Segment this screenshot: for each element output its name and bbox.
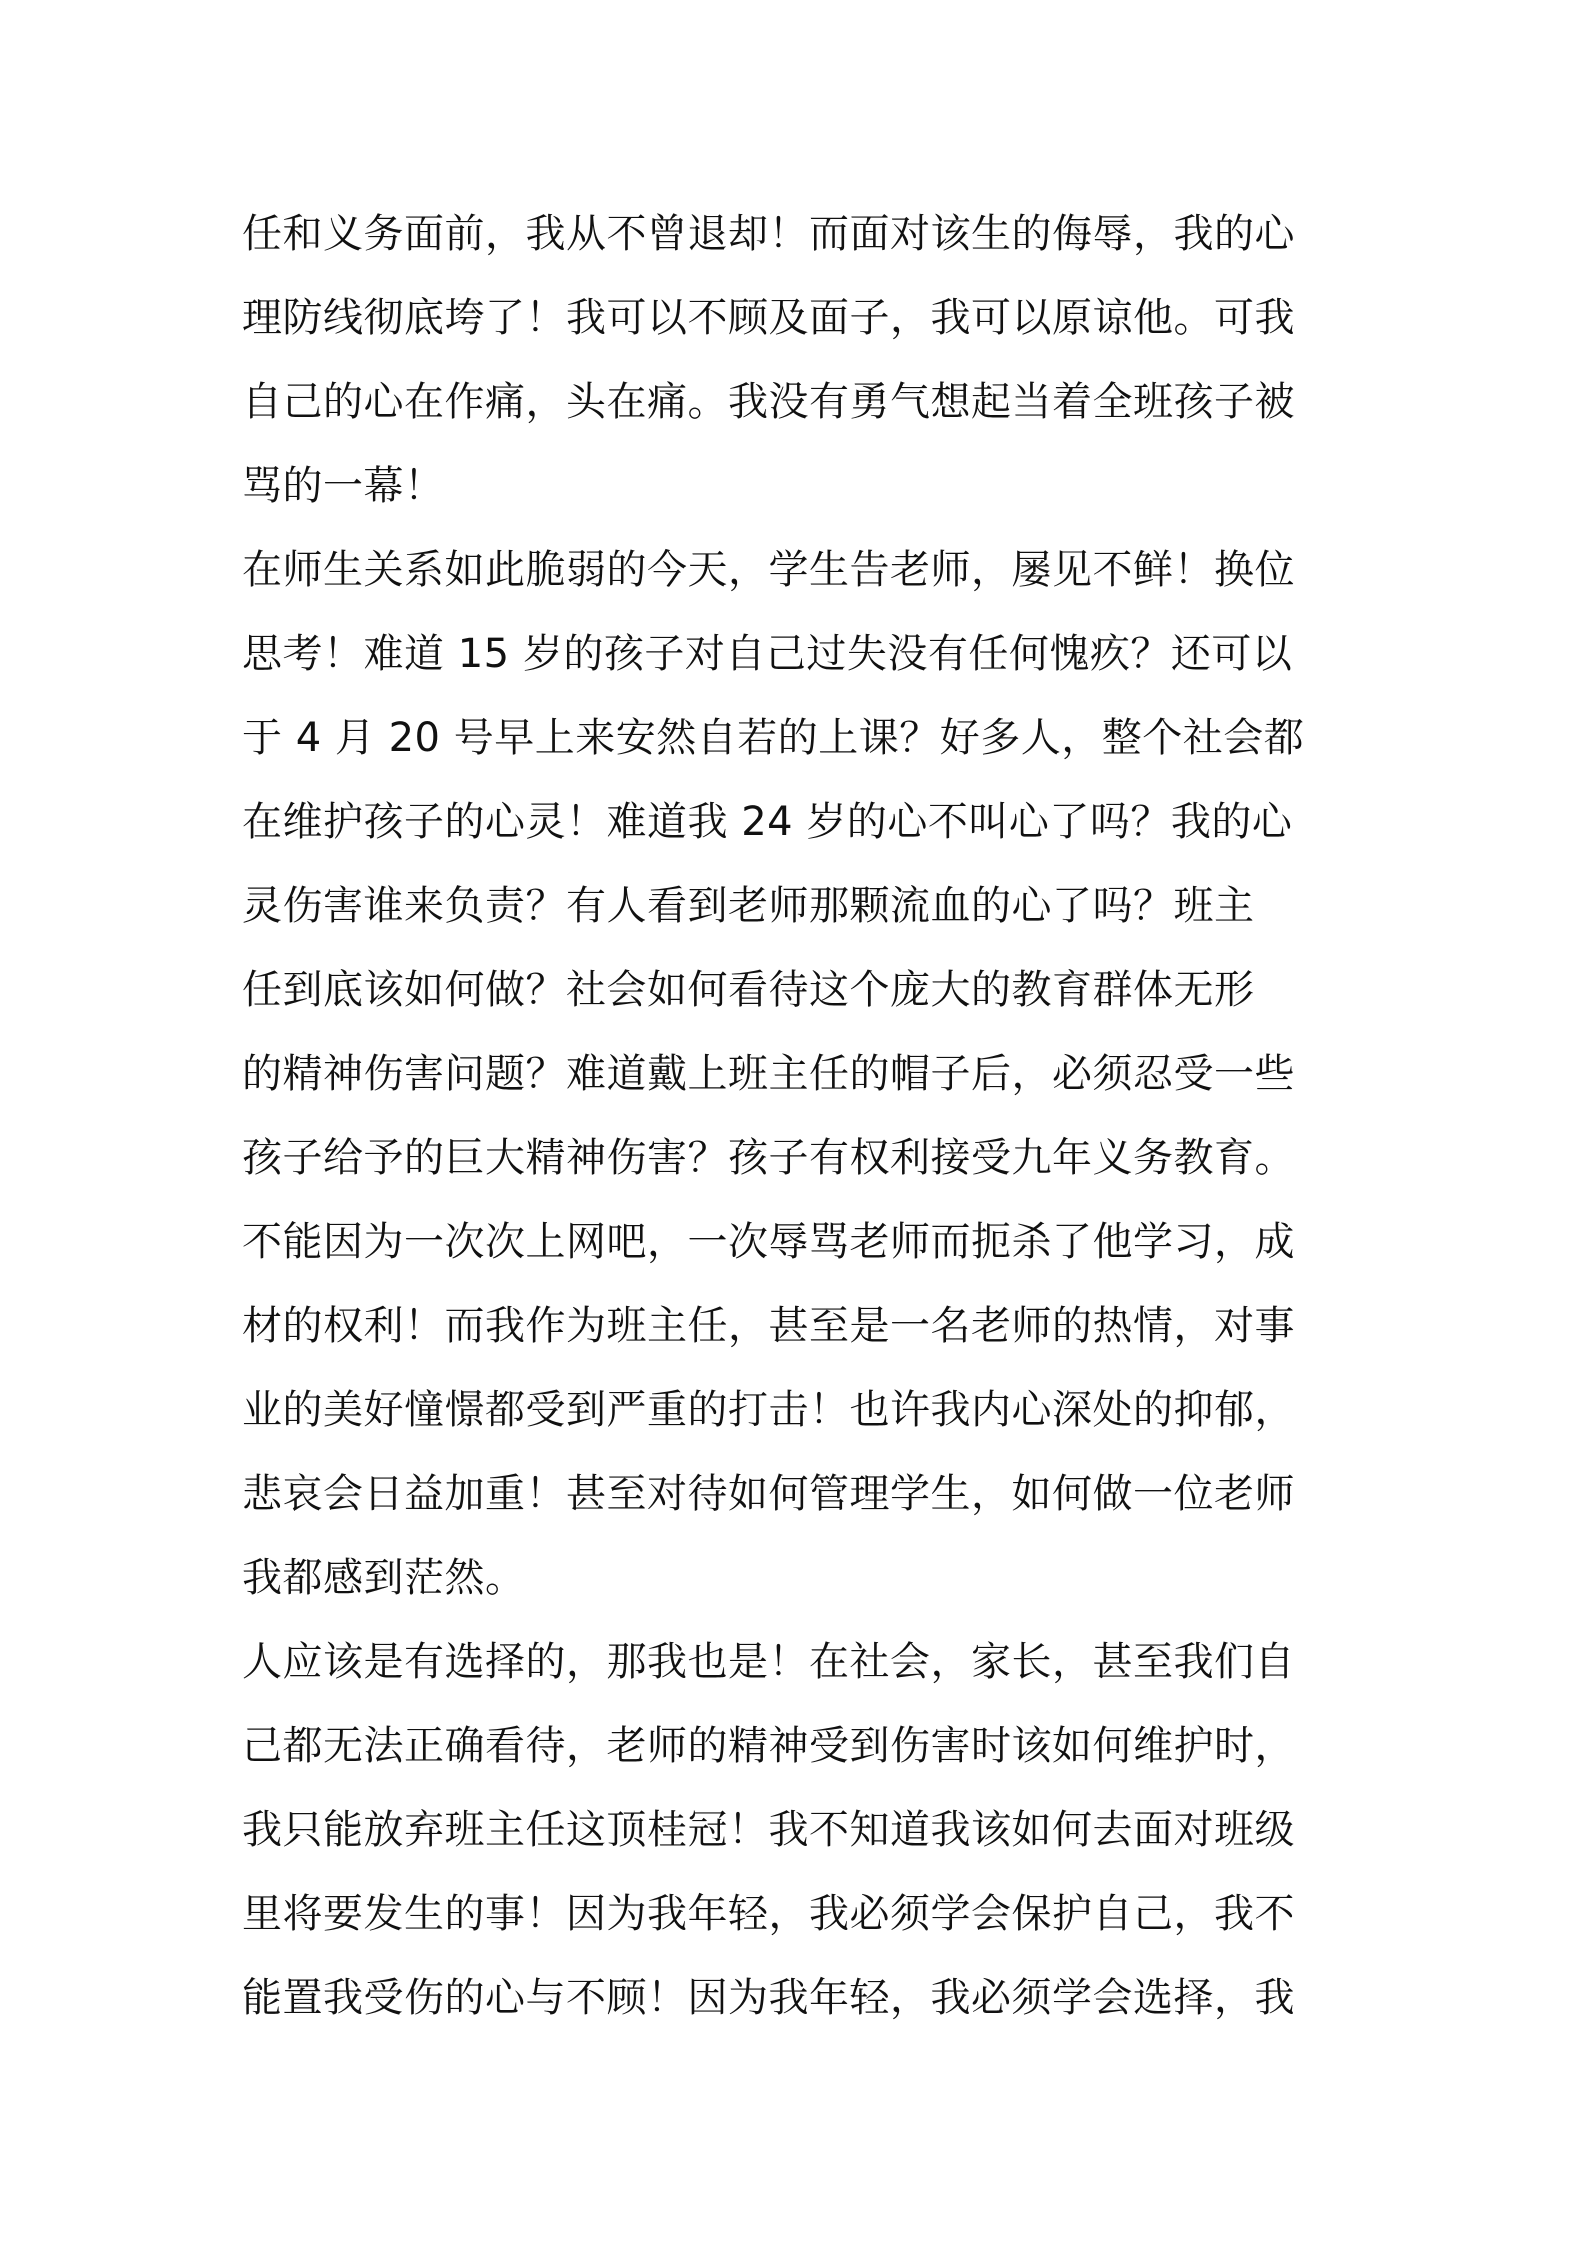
text-line: 能置我受伤的心与不顾！因为我年轻，我必须学会选择，我 xyxy=(242,1975,1295,2021)
text-line: 理防线彻底垮了！我可以不顾及面子，我可以原谅他。可我 xyxy=(242,295,1295,341)
text-line: 己都无法正确看待，老师的精神受到伤害时该如何维护时， xyxy=(242,1723,1295,1769)
text-line: 人应该是有选择的，那我也是！在社会，家长，甚至我们自 xyxy=(242,1639,1295,1685)
text-line: 我只能放弃班主任这顶桂冠！我不知道我该如何去面对班级 xyxy=(242,1807,1295,1853)
text-line: 于 4 月 20 号早上来安然自若的上课？好多人，整个社会都 xyxy=(242,715,1305,761)
text-line: 的精神伤害问题？难道戴上班主任的帽子后，必须忍受一些 xyxy=(242,1051,1295,1097)
text-line: 在维护孩子的心灵！难道我 24 岁的心不叫心了吗？我的心 xyxy=(242,799,1293,845)
text-line: 业的美好憧憬都受到严重的打击！也许我内心深处的抑郁， xyxy=(242,1387,1295,1433)
text-line: 孩子给予的巨大精神伤害？孩子有权利接受九年义务教育。 xyxy=(242,1135,1295,1181)
text-line: 材的权利！而我作为班主任，甚至是一名老师的热情，对事 xyxy=(242,1303,1295,1349)
body-text xyxy=(242,192,1358,2040)
text-line: 思考！难道 15 岁的孩子对自己过失没有任何愧疚？还可以 xyxy=(242,631,1293,677)
text-line: 我都感到茫然。 xyxy=(242,1555,526,1601)
text-line: 灵伤害谁来负责？有人看到老师那颗流血的心了吗？班主 xyxy=(242,883,1255,929)
text-line: 里将要发生的事！因为我年轻，我必须学会保护自己，我不 xyxy=(242,1891,1295,1937)
text-line: 不能因为一次次上网吧，一次辱骂老师而扼杀了他学习，成 xyxy=(242,1219,1295,1265)
text-line: 自己的心在作痛，头在痛。我没有勇气想起当着全班孩子被 xyxy=(242,379,1295,425)
text-line: 任和义务面前，我从不曾退却！而面对该生的侮辱，我的心 xyxy=(242,211,1295,257)
text-line: 任到底该如何做？社会如何看待这个庞大的教育群体无形 xyxy=(242,967,1255,1013)
text-line: 悲哀会日益加重！甚至对待如何管理学生，如何做一位老师 xyxy=(242,1471,1295,1517)
text-line: 骂的一幕！ xyxy=(242,463,445,509)
text-line: 在师生关系如此脆弱的今天，学生告老师，屡见不鲜！换位 xyxy=(242,547,1295,593)
